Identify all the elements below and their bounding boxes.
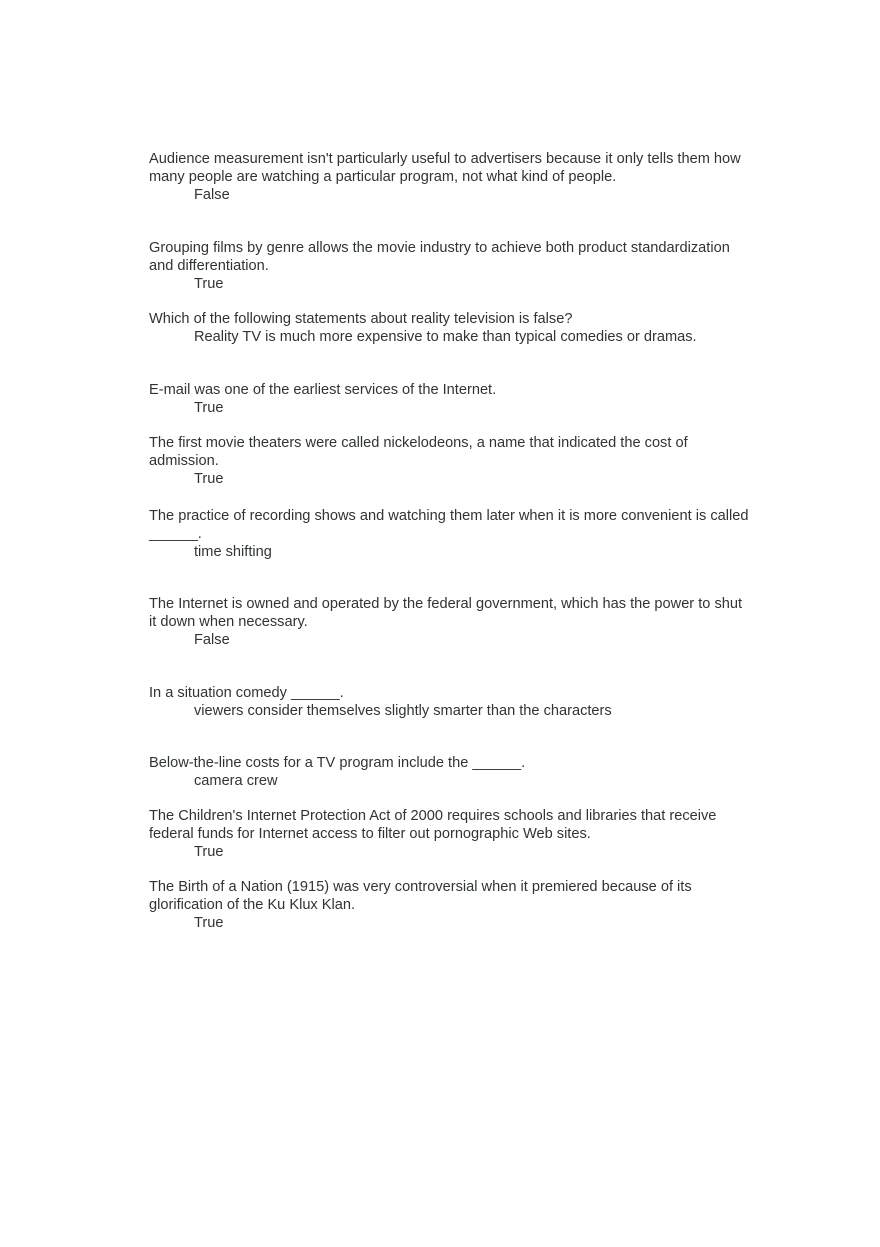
answer-text: True [194, 471, 224, 487]
question-text: Audience measurement isn't particularly useful to advertisers because it only tells them how many people are watching a particular program, not what kind of people. [149, 151, 741, 185]
qa-item [149, 754, 749, 790]
question-text: Which of the following statements about reality television is false? [149, 311, 573, 327]
answer-text: camera crew [194, 773, 278, 789]
question-text: In a situation comedy ______. [149, 685, 344, 701]
answer-text: True [194, 276, 224, 292]
qa-item [149, 434, 749, 488]
qa-item [149, 878, 749, 932]
answer-text: True [194, 915, 224, 931]
qa-item [149, 310, 749, 346]
qa-item [149, 150, 749, 204]
answer-text: time shifting [194, 544, 272, 560]
question-text: The Birth of a Nation (1915) was very controversial when it premiered because of its glorification of the Ku Klux Klan. [149, 879, 692, 913]
answer-text: False [194, 187, 230, 203]
qa-item [149, 381, 749, 417]
qa-item [149, 507, 749, 561]
answer-text: viewers consider themselves slightly smarter than the characters [194, 703, 612, 719]
answer-text: True [194, 844, 224, 860]
qa-item [149, 807, 749, 861]
question-text: Below-the-line costs for a TV program include the ______. [149, 755, 526, 771]
answer-text: Reality TV is much more expensive to make than typical comedies or dramas. [194, 329, 697, 345]
qa-item [149, 595, 749, 649]
question-text: The practice of recording shows and watching them later when it is more convenient is called ______. [149, 508, 749, 542]
question-text: Grouping films by genre allows the movie industry to achieve both product standardization and differentiation. [149, 240, 730, 274]
question-text: E-mail was one of the earliest services of the Internet. [149, 382, 497, 398]
qa-item [149, 684, 749, 720]
question-text: The Internet is owned and operated by the federal government, which has the power to shut it down when necessary. [149, 596, 743, 630]
question-text: The first movie theaters were called nickelodeons, a name that indicated the cost of admission. [149, 435, 688, 469]
qa-item [149, 239, 749, 293]
answer-text: True [194, 400, 224, 416]
question-text: The Children's Internet Protection Act of 2000 requires schools and libraries that receive federal funds for Internet access to filter out pornographic Web sites. [149, 808, 717, 842]
answer-text: False [194, 632, 230, 648]
